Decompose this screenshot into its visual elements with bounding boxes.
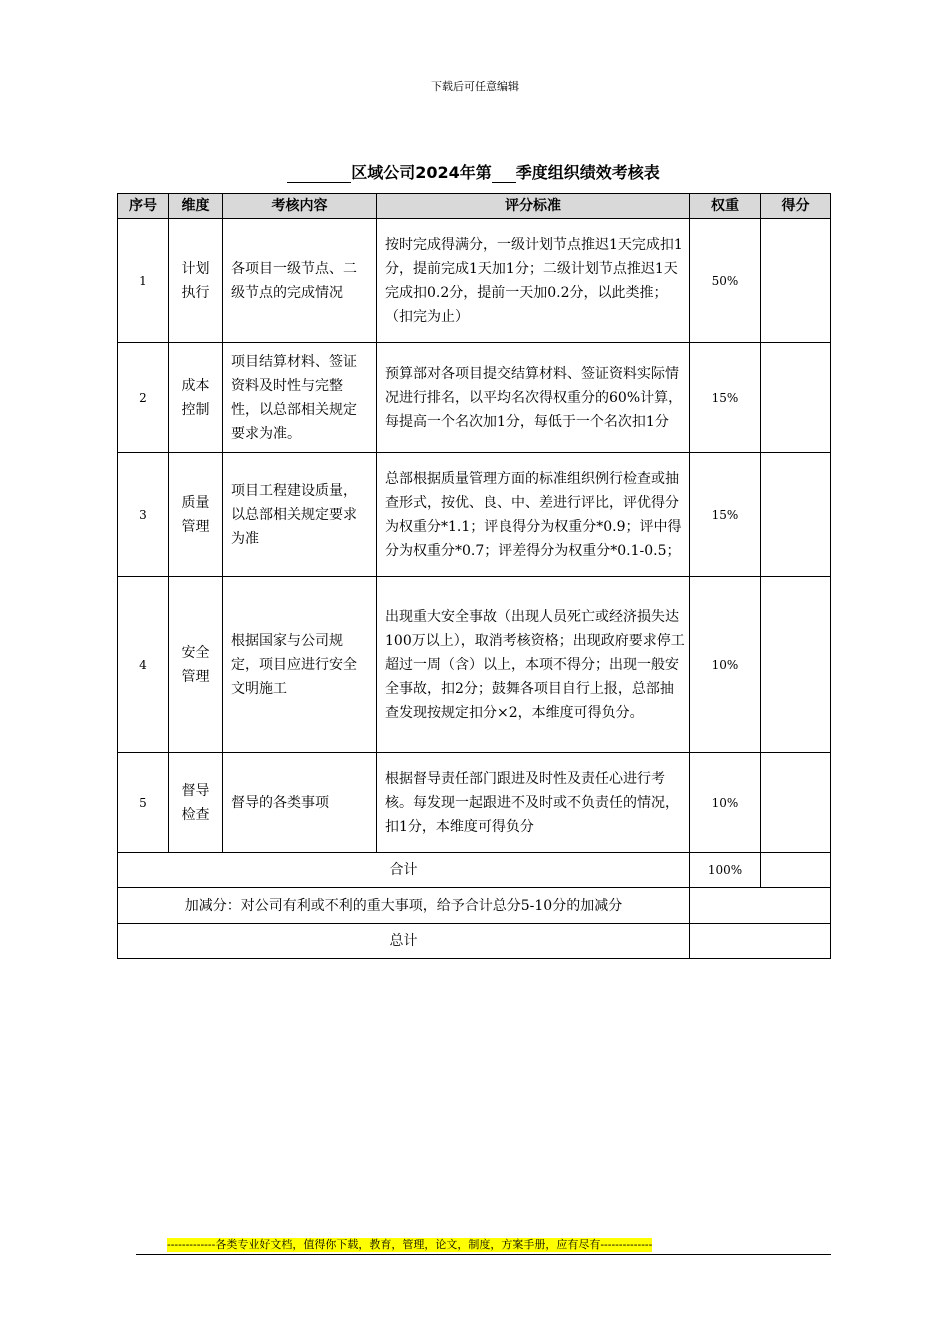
dimension-line-2: 检查 bbox=[181, 806, 210, 823]
footer-banner: -------------各类专业好文档，值得你下载，教育，管理，论文，制度，方案手册，应有尽有-------------- bbox=[167, 1238, 653, 1251]
row-no: 3 bbox=[118, 453, 169, 577]
row-standard: 根据督导责任部门跟进及时性及责任心进行考核。每发现一起跟进不及时或不负责任的情况，扣1分，本维度可得负分 bbox=[377, 753, 690, 853]
row-standard: 出现重大安全事故（出现人员死亡或经济损失达100万以上），取消考核资格；出现政府要求停工超过一周（含）以上，本项不得分；出现一般安全事故，扣2分；鼓舞各项目自行上报，总部抽查发现按规定扣分×2，本维度可得负分。 bbox=[377, 577, 690, 753]
score-cell[interactable] bbox=[761, 753, 831, 853]
row-content: 督导的各类事项 bbox=[223, 753, 377, 853]
score-cell[interactable] bbox=[761, 219, 831, 343]
row-weight: 15% bbox=[690, 343, 761, 453]
row-dimension bbox=[169, 753, 223, 853]
subtotal-label: 合计 bbox=[118, 853, 690, 888]
total-score-cell[interactable] bbox=[690, 924, 831, 959]
header-no: 序号 bbox=[118, 194, 169, 219]
row-weight: 10% bbox=[690, 753, 761, 853]
row-content: 项目工程建设质量，以总部相关规定要求为准 bbox=[223, 453, 377, 577]
row-standard: 总部根据质量管理方面的标准组织例行检查或抽查形式，按优、良、中、差进行评比，评优得分为权重分*1.1；评良得分为权重分*0.9；评中得分为权重分*0.7；评差得分为权重分*0.1-0.5； bbox=[377, 453, 690, 577]
table-row bbox=[118, 219, 831, 343]
title-part1: 区域公司2024年第 bbox=[351, 163, 492, 182]
row-no: 5 bbox=[118, 753, 169, 853]
row-dimension bbox=[169, 453, 223, 577]
dimension-line-2: 控制 bbox=[181, 401, 210, 418]
score-cell[interactable] bbox=[761, 343, 831, 453]
row-dimension bbox=[169, 577, 223, 753]
assessment-table bbox=[117, 193, 831, 959]
row-content: 根据国家与公司规定，项目应进行安全文明施工 bbox=[223, 577, 377, 753]
bonus-label: 加减分：对公司有利或不利的重大事项，给予合计总分5-10分的加减分 bbox=[118, 888, 690, 924]
dimension-line-1: 计划 bbox=[181, 260, 210, 277]
region-blank bbox=[287, 164, 351, 183]
row-standard: 预算部对各项目提交结算材料、签证资料实际情况进行排名，以平均名次得权重分的60%计算，每提高一个名次加1分，每低于一个名次扣1分 bbox=[377, 343, 690, 453]
subtotal-row bbox=[118, 853, 831, 888]
dimension-line-2: 管理 bbox=[181, 668, 210, 685]
table-row bbox=[118, 453, 831, 577]
score-cell[interactable] bbox=[761, 577, 831, 753]
row-dimension bbox=[169, 343, 223, 453]
row-no: 1 bbox=[118, 219, 169, 343]
total-row bbox=[118, 924, 831, 959]
table-row bbox=[118, 577, 831, 753]
dimension-line-1: 成本 bbox=[181, 377, 210, 394]
header-note: 下载后可任意编辑 bbox=[431, 80, 519, 93]
footer-divider bbox=[136, 1254, 831, 1255]
score-cell[interactable] bbox=[761, 453, 831, 577]
page-title bbox=[117, 160, 830, 183]
table-row bbox=[118, 753, 831, 853]
total-label: 总计 bbox=[118, 924, 690, 959]
dimension-line-1: 督导 bbox=[181, 782, 210, 799]
header-dimension: 维度 bbox=[169, 194, 223, 219]
row-standard: 按时完成得满分，一级计划节点推迟1天完成扣1分，提前完成1天加1分；二级计划节点推迟1天完成扣0.2分，提前一天加0.2分，以此类推；（扣完为止） bbox=[377, 219, 690, 343]
row-weight: 15% bbox=[690, 453, 761, 577]
subtotal-score-cell[interactable] bbox=[761, 853, 831, 888]
dimension-line-1: 质量 bbox=[181, 494, 210, 511]
subtotal-weight: 100% bbox=[690, 853, 761, 888]
row-weight: 50% bbox=[690, 219, 761, 343]
table-header-row bbox=[118, 194, 831, 219]
quarter-blank bbox=[492, 164, 516, 183]
row-content: 项目结算材料、签证资料及时性与完整性，以总部相关规定要求为准。 bbox=[223, 343, 377, 453]
header-score: 得分 bbox=[761, 194, 831, 219]
dimension-line-2: 管理 bbox=[181, 518, 210, 535]
row-no: 2 bbox=[118, 343, 169, 453]
table-row bbox=[118, 343, 831, 453]
header-standard: 评分标准 bbox=[377, 194, 690, 219]
row-no: 4 bbox=[118, 577, 169, 753]
bonus-score-cell[interactable] bbox=[690, 888, 831, 924]
bonus-row bbox=[118, 888, 831, 924]
row-dimension bbox=[169, 219, 223, 343]
header-weight: 权重 bbox=[690, 194, 761, 219]
dimension-line-2: 执行 bbox=[181, 284, 210, 301]
row-content: 各项目一级节点、二级节点的完成情况 bbox=[223, 219, 377, 343]
title-part2: 季度组织绩效考核表 bbox=[515, 163, 660, 182]
header-content: 考核内容 bbox=[223, 194, 377, 219]
row-weight: 10% bbox=[690, 577, 761, 753]
dimension-line-1: 安全 bbox=[181, 644, 210, 661]
